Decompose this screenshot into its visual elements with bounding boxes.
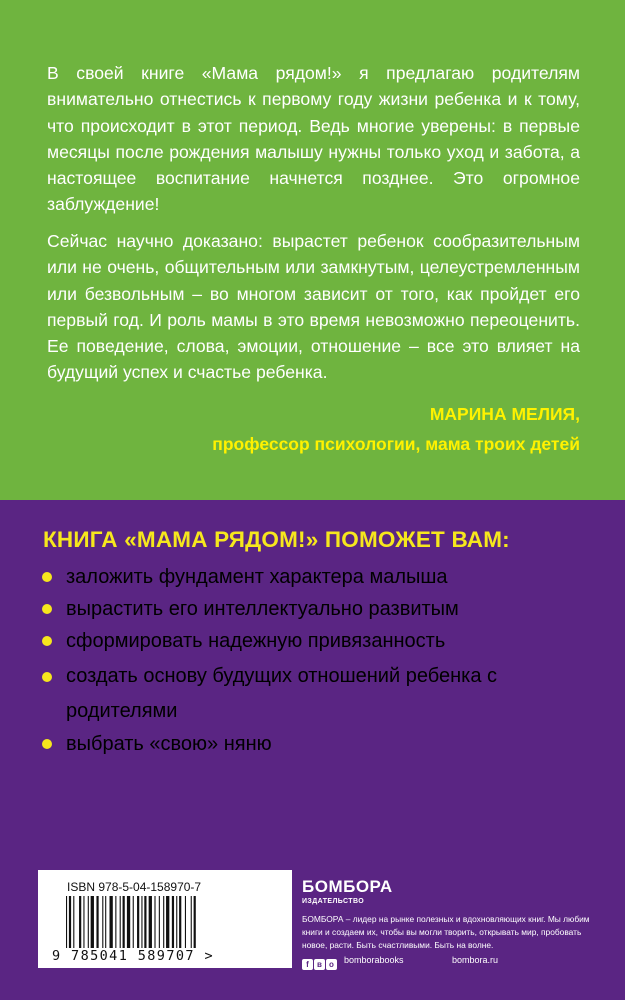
- barcode-digits: 9 785041 589707 >: [52, 948, 214, 964]
- barcode-bar: [144, 896, 146, 948]
- barcode-bar: [194, 896, 196, 948]
- barcode-bar: [66, 896, 67, 948]
- barcode-bar: [154, 896, 155, 948]
- barcode-image: [66, 896, 236, 956]
- barcode-bar: [88, 896, 89, 948]
- vk-icon[interactable]: в: [314, 959, 325, 970]
- barcode-panel: [38, 870, 292, 968]
- barcode-bar: [127, 896, 130, 948]
- barcode-bar: [185, 896, 186, 948]
- intro-paragraph-2: Сейчас научно доказано: вырастет ребенок сообразительным или не очень, общительным или замкнутым, целеустремленным или безвольным – во многом зависит от того, как пройдет его первый год. И роль мамы в это время невозможно переоценить. Ее поведение, слова, эмоции, отношение – все это влияет на будущий успех и счастье ребенка.: [47, 231, 580, 383]
- barcode-bar: [79, 896, 81, 948]
- barcode-bar: [73, 896, 74, 948]
- barcode-bar: [137, 896, 139, 948]
- barcode-bar: [110, 896, 113, 948]
- bullet-dot-icon: [42, 604, 52, 614]
- bullet-dot-icon: [42, 672, 52, 682]
- benefit-text: вырастить его интеллектуально развитым: [66, 598, 459, 620]
- bullet-dot-icon: [42, 636, 52, 646]
- benefits-heading: КНИГА «МАМА РЯДОМ!» ПОМОЖЕТ ВАМ:: [43, 527, 510, 552]
- social-icons: [302, 956, 338, 968]
- benefit-item: [42, 729, 602, 759]
- barcode-bar: [172, 896, 174, 948]
- benefit-item: [42, 626, 602, 656]
- barcode-bar: [159, 896, 160, 948]
- benefit-item: [42, 594, 602, 624]
- barcode-bar: [102, 896, 103, 948]
- bullet-dot-icon: [42, 739, 52, 749]
- publisher-description: БОМБОРА – лидер на рынке полезных и вдохновляющих книг. Мы любим книги и создаем их, чтобы вы могли творить, открывать мир, пробовать новое, расти. Быть счастливыми. Быть на волне.: [302, 914, 590, 950]
- bullet-dot-icon: [42, 572, 52, 582]
- benefit-text: выбрать «свою» няню: [66, 733, 272, 755]
- publisher-site-link[interactable]: bombora.ru: [452, 955, 499, 965]
- facebook-icon[interactable]: f: [302, 959, 313, 970]
- barcode-bar: [105, 896, 106, 948]
- benefit-item: [42, 562, 602, 592]
- barcode-bar: [115, 896, 116, 948]
- barcode-bar: [120, 896, 121, 948]
- benefit-item: [42, 659, 562, 729]
- publisher-subtitle: ИЗДАТЕЛЬСТВО: [302, 898, 365, 905]
- barcode-bar: [69, 896, 71, 948]
- barcode-bar: [191, 896, 192, 948]
- barcode-bar: [96, 896, 98, 948]
- barcode-bar: [83, 896, 84, 948]
- barcode-bar: [166, 896, 169, 948]
- author-title: профессор психологии, мама троих детей: [212, 434, 580, 454]
- barcode-bar: [133, 896, 134, 948]
- social-handle[interactable]: bomborabooks: [344, 955, 404, 965]
- benefit-text: сформировать надежную привязанность: [66, 630, 446, 652]
- odnoklassniki-icon[interactable]: о: [326, 959, 337, 970]
- intro-paragraph-1: В своей книге «Мама рядом!» я предлагаю родителям внимательно отнестись к первому году жизни ребенка и к тому, что происходит в этот период. Ведь многие уверены: в первые месяцы после рождения малышу нужны только уход и забота, а настоящее воспитание начнется позднее. Это огромное заблуждение!: [47, 63, 580, 215]
- barcode-bar: [176, 896, 177, 948]
- publisher-logo: БОМБОРА: [302, 877, 393, 896]
- barcode-bar: [91, 896, 94, 948]
- barcode-bar: [179, 896, 181, 948]
- isbn-label: ISBN 978-5-04-158970-7: [67, 880, 202, 894]
- benefit-text: заложить фундамент характера малыша: [66, 566, 448, 588]
- author-name: МАРИНА МЕЛИЯ,: [429, 404, 580, 424]
- benefit-text: создать основу будущих отношений ребенка с родителями: [66, 665, 497, 722]
- barcode-bar: [149, 896, 152, 948]
- barcode-bar: [163, 896, 164, 948]
- barcode-bar: [141, 896, 142, 948]
- barcode-bar: [123, 896, 125, 948]
